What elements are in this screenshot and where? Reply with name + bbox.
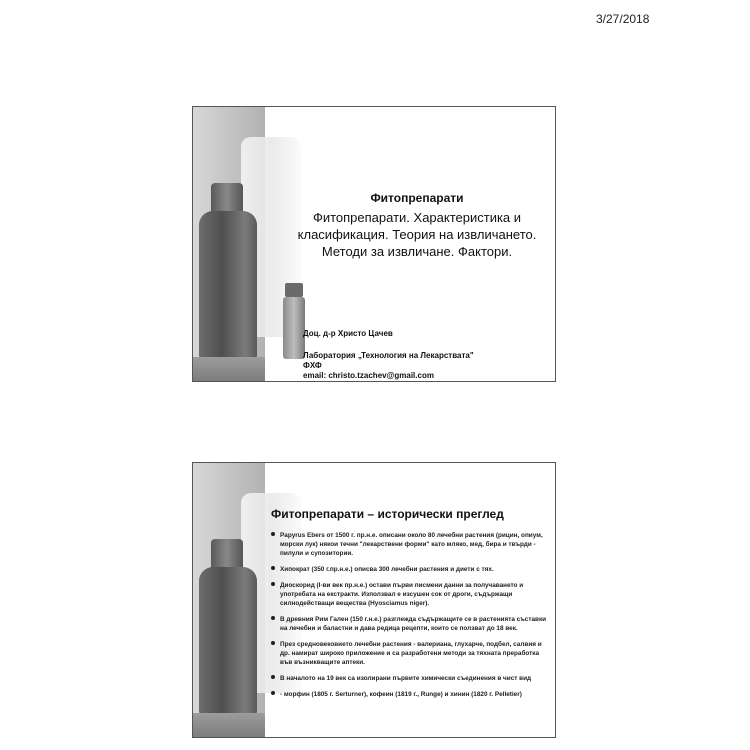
list-item: Диоскорид (I-ви век пр.н.е.) остави първи писмени данни за получаването и употребата на екстракти. Използвал е изсушен сок от дроги, съдържащи силнодействащи вещества (Hyosciamus niger).	[271, 581, 547, 608]
bottles-photo	[193, 463, 265, 737]
slide-1-author: Доц. д-р Христо Цачев	[303, 329, 393, 338]
bottles-photo	[193, 107, 265, 381]
list-item: В древния Рим Гален (150 г.н.е.) разглежда съдържащите се в растенията съставки на лечебни и баластни и дава редица рецепти, които се ползват до 18 век.	[271, 615, 547, 633]
bullet-icon	[271, 616, 275, 620]
list-item: - морфин (1805 г. Serturner), кофеин (1819 г., Runge) и хинин (1820 г. Pelletier)	[271, 690, 547, 699]
list-item: Papyrus Ebers от 1500 г. пр.н.е. описани около 80 лечебни растения (рицин, опиум, морски лук) някои течни "лекарствени форми" като мляко, мед, бира и твърди - пилули и супозитории.	[271, 531, 547, 558]
list-item: През средновековието лечебни растения - валериана, глухарче, подбел, салвия и др. намират широко приложение и са разработени методи за тяхната преработка във възникващите аптеки.	[271, 640, 547, 667]
slide-1-subtitle	[285, 209, 549, 260]
bullet-icon	[271, 691, 275, 695]
slide-1-title: Фитопрепарати	[370, 191, 464, 205]
list-item: В началото на 19 век са изолирани първите химически съединения в чист вид	[271, 674, 547, 683]
lab-line: Лаборатория „Технология на Лекарствата"	[303, 351, 474, 360]
bullet-icon	[271, 566, 275, 570]
page-date: 3/27/2018	[596, 12, 650, 26]
subtitle-line: класификация. Теория на извличането.	[297, 227, 537, 242]
history-list	[271, 531, 547, 706]
lab-line: ФХФ	[303, 361, 322, 370]
bullet-icon	[271, 532, 275, 536]
subtitle-line: Методи за извличане. Фактори.	[321, 244, 513, 259]
list-item: Хипократ (350 г.пр.н.е.) описва 300 лечебни растения и диети с тях.	[271, 565, 547, 574]
slide-1	[192, 106, 556, 382]
slide-1-title-block	[285, 191, 549, 260]
bullet-icon	[271, 582, 275, 586]
subtitle-line: Фитопрепарати. Характеристика и	[312, 210, 522, 225]
slide-2	[192, 462, 556, 738]
bullet-icon	[271, 641, 275, 645]
lab-email: email: christo.tzachev@gmail.com	[303, 371, 434, 380]
slide-1-affiliation	[303, 351, 474, 381]
slide-2-title: Фитопрепарати – исторически преглед	[271, 507, 504, 521]
bullet-icon	[271, 675, 275, 679]
